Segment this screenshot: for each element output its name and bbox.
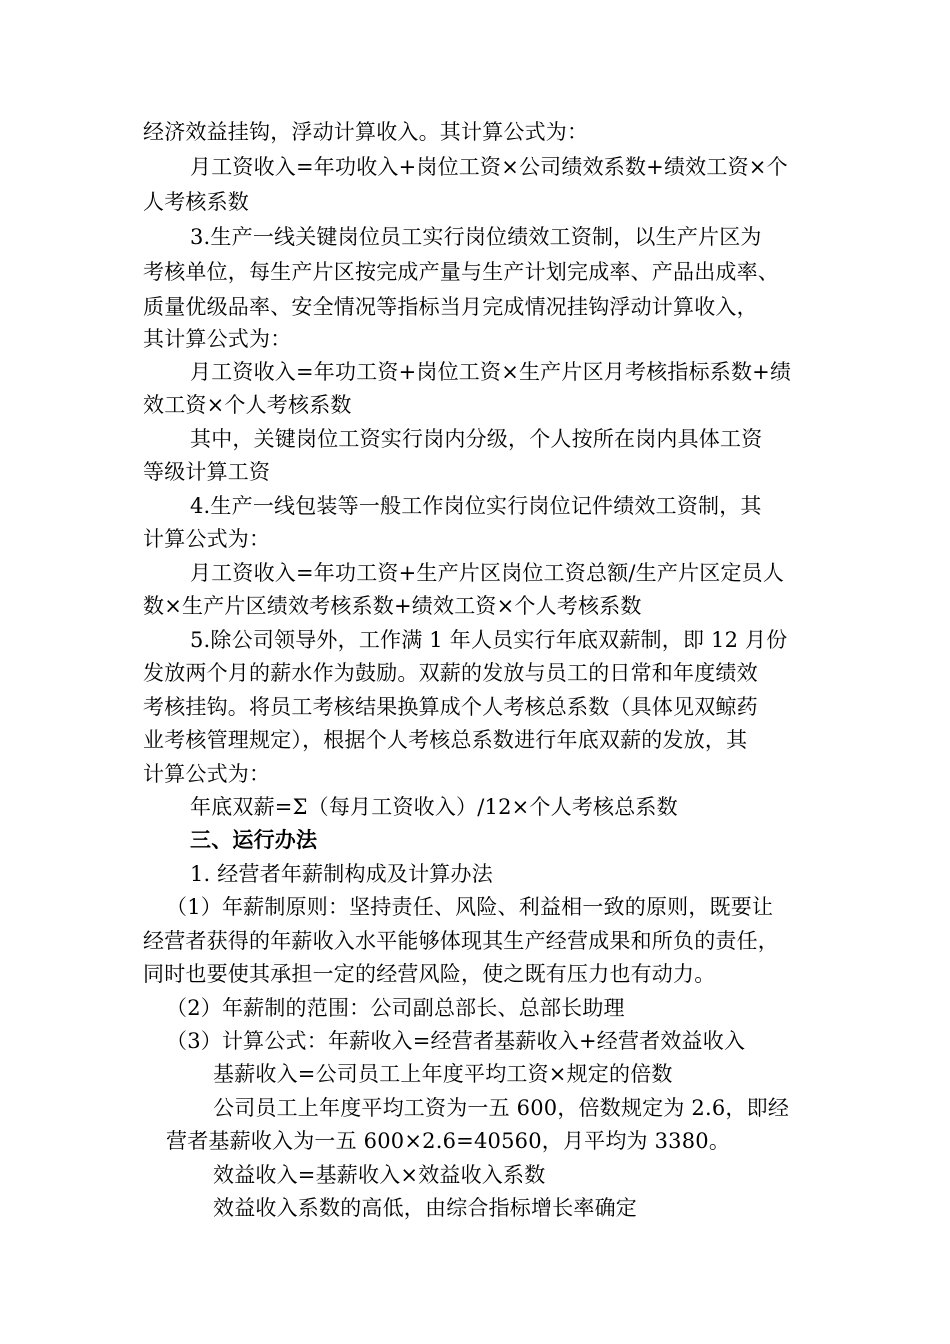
text-line: 其中，关键岗位工资实行岗内分级，个人按所在岗内具体工资 [190,427,763,451]
text-line: 经济效益挂钩，浮动计算收入。其计算公式为： [143,120,589,144]
text-line: （2）年薪制的范围：公司副总部长、总部长助理 [166,996,625,1020]
text-line: 经营者获得的年薪收入水平能够体现其生产经营成果和所负的责任， [143,929,779,953]
text-line: 考核挂钩。将员工考核结果换算成个人考核总系数（具体见双鲸药 [143,695,758,719]
text-line: 计算公式为： [143,527,271,551]
formula-line: 月工资收入=年功工资+岗位工资×生产片区月考核指标系数+绩 [190,360,792,384]
text-line: 质量优级品率、安全情况等指标当月完成情况挂钩浮动计算收入， [143,295,758,319]
text-line: 3.生产一线关键岗位员工实行岗位绩效工资制，以生产片区为 [190,225,762,249]
formula-line: 效益收入=基薪收入×效益收入系数 [213,1163,546,1187]
text-line: 计算公式为： [143,762,271,786]
text-line: 同时也要使其承担一定的经营风险，使之既有压力也有动力。 [143,962,716,986]
text-line: 考核单位，每生产片区按完成产量与生产计划完成率、产品出成率、 [143,260,779,284]
formula-line: 月工资收入=年功工资+生产片区岗位工资总额/生产片区定员人 [190,561,785,585]
text-line: （1）年薪制原则：坚持责任、风险、利益相一致的原则，既要让 [166,895,774,919]
section-heading: 三、运行办法 [190,827,318,852]
text-line: 业考核管理规定），根据个人考核总系数进行年底双薪的发放，其 [143,728,748,752]
text-line: 4.生产一线包装等一般工作岗位实行岗位记件绩效工资制，其 [190,494,762,518]
text-line: 营者基薪收入为一五 600×2.6=40560，月平均为 3380。 [166,1129,731,1153]
text-line: 等级计算工资 [143,460,271,484]
text-line: 数×生产片区绩效考核系数+绩效工资×个人考核系数 [143,594,642,618]
text-line: 5.除公司领导外，工作满 1 年人员实行年底双薪制，即 12 月份 [190,628,788,652]
formula-line: 月工资收入=年功收入+岗位工资×公司绩效系数+绩效工资×个 [190,155,788,179]
text-line: 人考核系数 [143,190,249,214]
text-line: 公司员工上年度平均工资为一五 600，倍数规定为 2.6，即经 [213,1096,790,1120]
formula-line: 基薪收入=公司员工上年度平均工资×规定的倍数 [213,1062,673,1086]
text-line: 效益收入系数的高低，由综合指标增长率确定 [213,1196,637,1220]
formula-line: （3）计算公式：年薪收入=经营者基薪收入+经营者效益收入 [166,1029,746,1053]
subsection-heading: 1. 经营者年薪制构成及计算办法 [190,862,493,886]
text-line: 其计算公式为： [143,327,292,351]
formula-line: 年底双薪=Σ（每月工资收入）/12×个人考核总系数 [190,795,678,819]
text-line: 发放两个月的薪水作为鼓励。双薪的发放与员工的日常和年度绩效 [143,661,758,685]
text-line: 效工资×个人考核系数 [143,393,352,417]
